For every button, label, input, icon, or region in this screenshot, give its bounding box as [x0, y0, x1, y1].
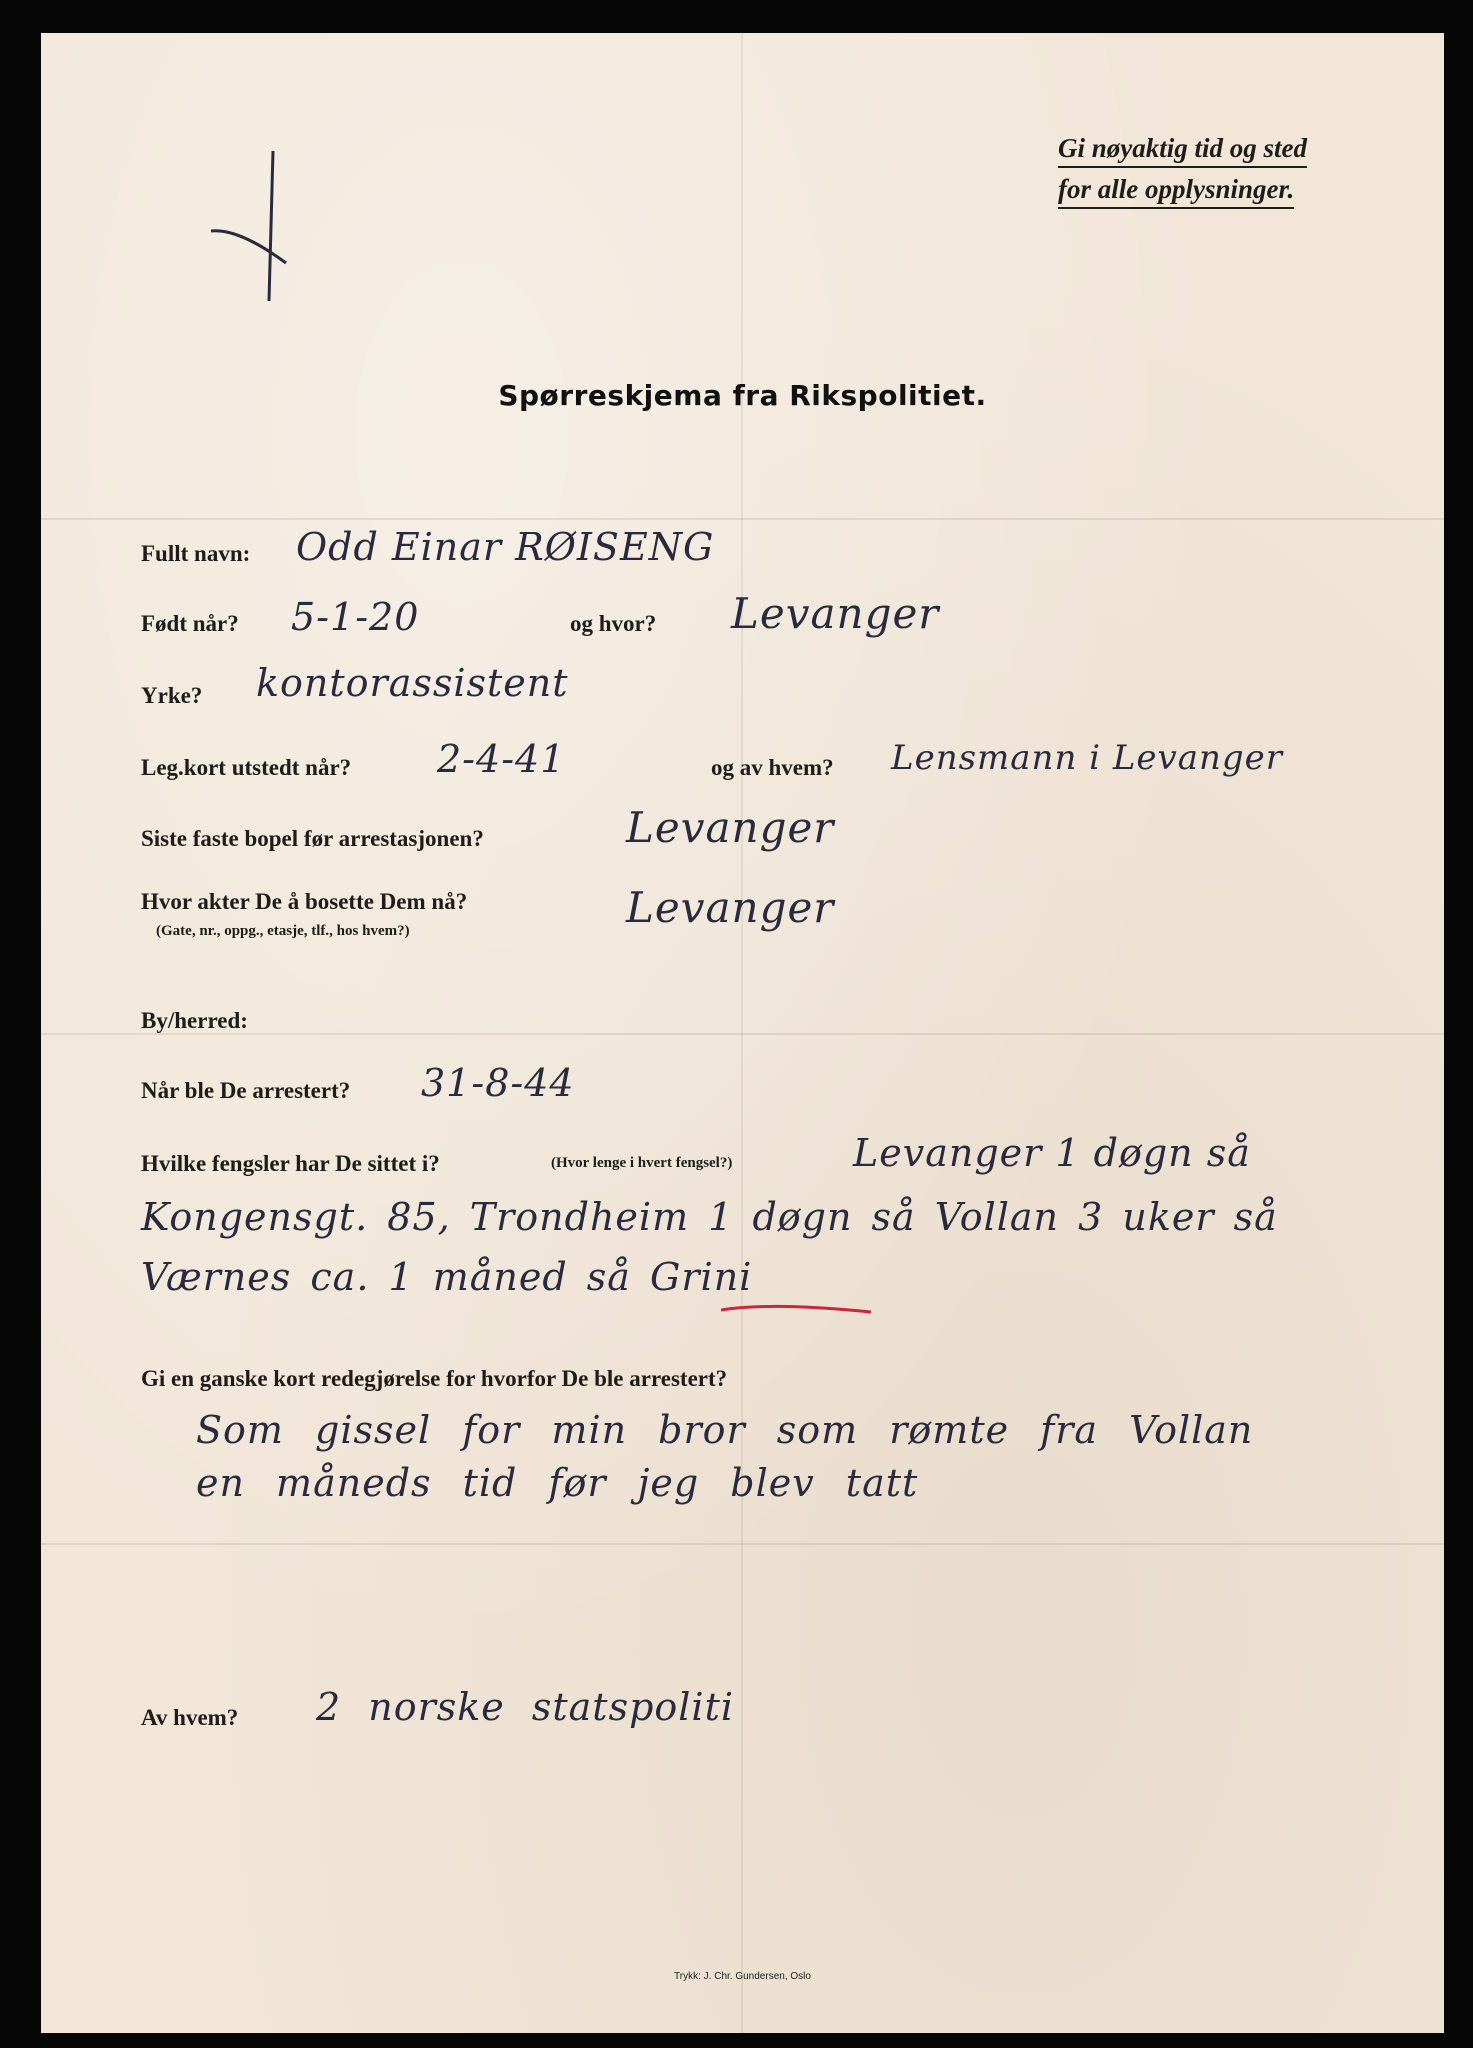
full-name-label: Fullt navn: [141, 541, 251, 566]
prisons-answer-line-3: Værnes ca. 1 måned så Grini [141, 1255, 753, 1299]
settle-where-value: Levanger [626, 883, 835, 932]
reason-answer-line-2: en måneds tid før jeg blev tatt [196, 1461, 919, 1505]
id-issued-when-label: Leg.kort utstedt når? [141, 755, 352, 780]
born-when-label: Født når? [141, 611, 239, 636]
instruction-line-1: Gi nøyaktig tid og sted [1058, 133, 1307, 168]
form-title: Spørreskjema fra Rikspolitiet. [498, 379, 987, 412]
id-issued-when-value: 2-4-41 [437, 737, 566, 781]
prisons-answer-line-1: Levanger 1 døgn så [853, 1131, 1251, 1175]
instruction-line-2: for alle opplysninger. [1058, 174, 1294, 209]
last-residence-label: Siste faste bopel før arrestasjonen? [141, 826, 484, 851]
prisons-answer-line-2: Kongensgt. 85, Trondheim 1 døgn så Vollan 3 uker så [141, 1195, 1278, 1239]
born-where-label: og hvor? [570, 611, 657, 636]
born-when-value: 5-1-20 [291, 595, 420, 639]
instruction-note [1058, 133, 1398, 215]
pen-cross-mark [211, 151, 331, 301]
settle-where-label: Hvor akter De å bosette Dem nå? [141, 889, 468, 914]
red-underline-mark [721, 1298, 881, 1318]
fold-line [741, 33, 743, 2033]
settle-where-hint: (Gate, nr., oppg., etasje, tlf., hos hvem?) [156, 923, 410, 939]
printer-credit: Trykk: J. Chr. Gundersen, Oslo [674, 1971, 811, 1982]
form-sheet [41, 33, 1444, 2033]
last-residence-value: Levanger [626, 803, 835, 852]
municipality-label: By/herred: [141, 1008, 248, 1033]
prisons-hint: (Hvor lenge i hvert fengsel?) [551, 1155, 733, 1171]
reason-label: Gi en ganske kort redegjørelse for hvorfor De ble arrestert? [141, 1366, 728, 1391]
id-issued-by-label: og av hvem? [711, 755, 834, 780]
by-whom-value: 2 norske statspoliti [316, 1685, 734, 1729]
prisons-label: Hvilke fengsler har De sittet i? [141, 1151, 440, 1176]
reason-answer-line-1: Som gissel for min bror som rømte fra Vollan [196, 1408, 1254, 1452]
arrested-when-value: 31-8-44 [421, 1061, 575, 1105]
id-issued-by-value: Lensmann i Levanger [891, 738, 1284, 778]
by-whom-label: Av hvem? [141, 1705, 239, 1730]
full-name-value: Odd Einar RØISENG [296, 525, 715, 569]
born-where-value: Levanger [731, 589, 940, 638]
occupation-value: kontorassistent [256, 661, 569, 705]
arrested-when-label: Når ble De arrestert? [141, 1078, 351, 1103]
occupation-label: Yrke? [141, 683, 203, 708]
